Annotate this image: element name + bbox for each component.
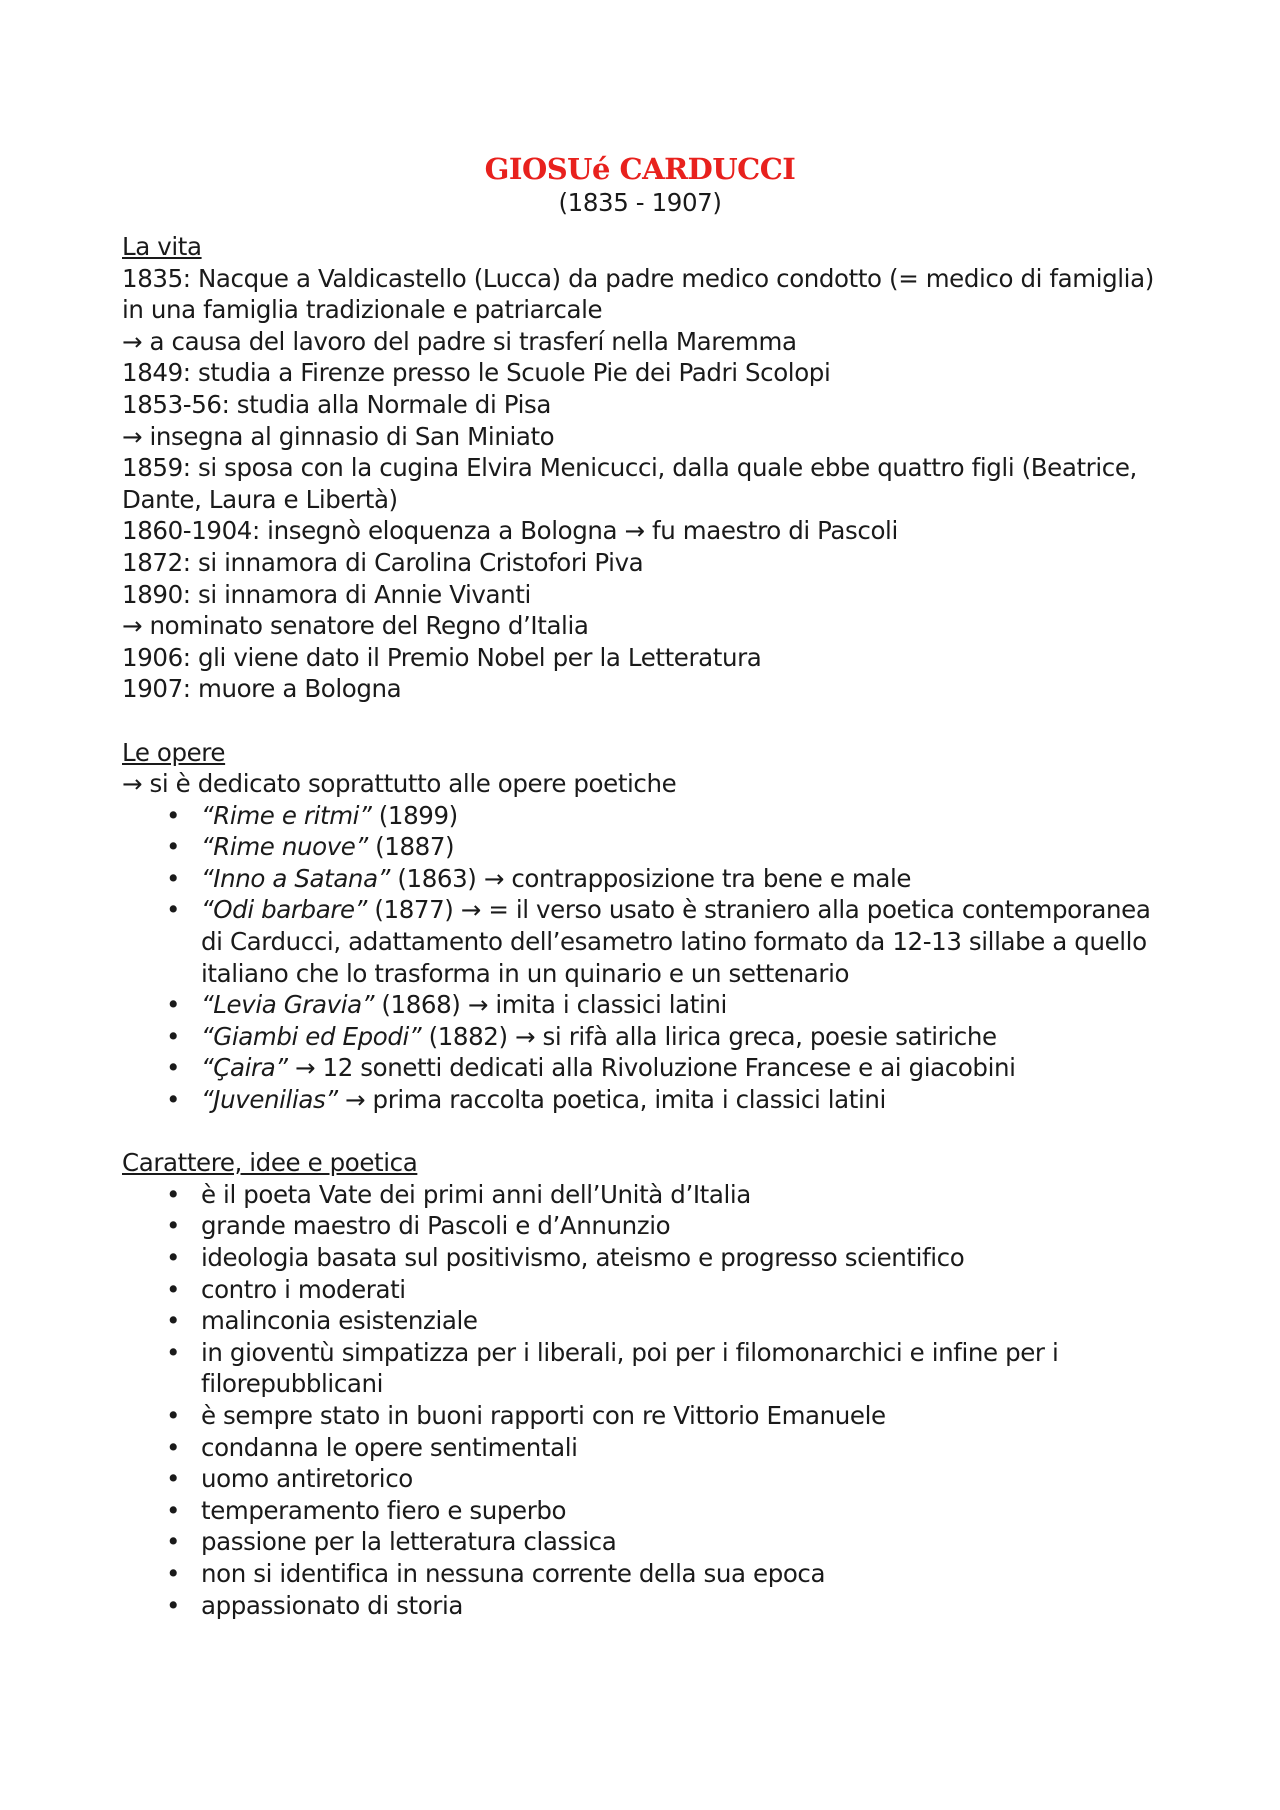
work-title: “Juvenilias”: [201, 1085, 338, 1115]
list-item: [122, 1084, 1172, 1116]
spacer: [122, 705, 1172, 737]
bullet-icon: •: [166, 895, 181, 925]
bullet-icon: •: [166, 1432, 181, 1462]
bullet-icon: •: [166, 1211, 181, 1241]
vita-line: 1853-56: studia alla Normale di Pisa: [122, 389, 551, 419]
bullet-icon: •: [166, 1495, 181, 1525]
vita-line: 1906: gli viene dato il Premio Nobel per la Letteratura: [122, 642, 762, 672]
vita-line: → nominato senatore del Regno d’Italia: [122, 611, 589, 641]
bullet-icon: •: [166, 1243, 181, 1272]
work-details: → 12 sonetti dedicati alla Rivoluzione Francese e ai giacobini: [287, 1053, 1016, 1083]
spacer: [122, 1116, 1172, 1148]
list-item-text: è il poeta Vate dei primi anni dell’Unità d’Italia: [201, 1179, 751, 1209]
bullet-icon: •: [166, 863, 181, 893]
work-details: (1882) → si rifà alla lirica greca, poesie satiriche: [421, 1021, 997, 1051]
section-heading-vita: La vita: [122, 232, 202, 261]
vita-line: 1890: si innamora di Annie Vivanti: [122, 579, 531, 609]
bullet-icon: •: [166, 800, 181, 830]
list-item: [122, 1274, 1172, 1306]
vita-line: 1907: muore a Bologna: [122, 674, 402, 704]
document-page: [122, 152, 1172, 1621]
list-item-text: temperamento fiero e superbo: [201, 1495, 567, 1525]
list-item: [122, 800, 1172, 832]
work-details: (1868) → imita i classici latini: [374, 990, 727, 1020]
list-item-text: grande maestro di Pascoli e d’Annunzio: [201, 1211, 671, 1241]
bullet-icon: •: [166, 832, 181, 862]
list-item: [122, 989, 1172, 1021]
list-item: [122, 1242, 1172, 1274]
list-item: [122, 831, 1172, 863]
vita-line: → insegna al ginnasio di San Miniato: [122, 421, 555, 451]
bullet-icon: •: [166, 1464, 181, 1494]
list-item: [122, 1432, 1172, 1464]
list-item: [122, 1179, 1172, 1211]
bullet-icon: •: [166, 1274, 181, 1304]
list-item-text: uomo antiretorico: [201, 1464, 413, 1494]
opere-intro: → si è dedicato soprattutto alle opere poetiche: [122, 769, 677, 799]
list-item: [122, 1526, 1172, 1558]
vita-line: 1872: si innamora di Carolina Cristofori Piva: [122, 547, 644, 577]
page-title: GIOSUé CARDUCCI: [484, 152, 796, 186]
vita-line: 1860-1904: insegnò eloquenza a Bologna → fu maestro di Pascoli: [122, 516, 898, 546]
list-item: [122, 1495, 1172, 1527]
work-details: (1877) → = il verso usato è straniero alla poetica contemporanea di Carducci, adattamento dell’esametro latino formato da 12-13 sillabe a quello italiano che lo trasforma in un quinario e un settenario: [201, 895, 1151, 988]
work-title: “Odi barbare”: [201, 895, 367, 925]
work-title: “Çaira”: [201, 1053, 288, 1083]
bullet-icon: •: [166, 1053, 181, 1083]
list-item: [122, 1337, 1172, 1400]
bullet-icon: •: [166, 1337, 181, 1367]
bullet-icon: •: [166, 1400, 181, 1430]
section-heading-carattere: Carattere, idee e poetica: [122, 1148, 418, 1178]
work-details: (1887): [367, 832, 455, 862]
list-item-text: contro i moderati: [201, 1274, 406, 1304]
work-details: → prima raccolta poetica, imita i classici latini: [337, 1085, 886, 1115]
list-item: [122, 1052, 1172, 1084]
vita-line: 1835: Nacque a Valdicastello (Lucca) da padre medico condotto (= medico di famiglia) in una famiglia tradizionale e patriarcale: [122, 263, 1154, 325]
work-details: (1863) → contrapposizione tra bene e male: [389, 863, 912, 893]
list-item: [122, 1463, 1172, 1495]
bullet-icon: •: [166, 1179, 181, 1209]
life-dates: (1835 - 1907): [558, 188, 722, 217]
bullet-icon: •: [166, 1306, 181, 1336]
section-heading-opere: Le opere: [122, 737, 226, 767]
list-item: [122, 1210, 1172, 1242]
work-title: “Inno a Satana”: [201, 863, 390, 893]
vita-line: 1859: si sposa con la cugina Elvira Menicucci, dalla quale ebbe quattro figli (Beatrice, Dante, Laura e Libertà): [122, 453, 1137, 514]
list-item-text: in gioventù simpatizza per i liberali, poi per i filomonarchici e infine per i filorepubblicani: [201, 1337, 1059, 1399]
list-item-text: ideologia basata sul positivismo, ateismo e progresso scientifico: [201, 1243, 965, 1272]
bullet-icon: •: [166, 1021, 181, 1051]
list-item-text: non si identifica in nessuna corrente della sua epoca: [201, 1558, 826, 1588]
bullet-icon: •: [166, 1558, 181, 1588]
list-item: [122, 1021, 1172, 1053]
list-item: [122, 1590, 1172, 1622]
bullet-icon: •: [166, 1085, 181, 1115]
carattere-list: [122, 1179, 1172, 1621]
list-item: [122, 1400, 1172, 1432]
list-item-text: appassionato di storia: [201, 1590, 463, 1620]
list-item-text: passione per la letteratura classica: [201, 1527, 617, 1557]
list-item: [122, 1305, 1172, 1337]
bullet-icon: •: [166, 990, 181, 1020]
opere-list: [122, 800, 1172, 1116]
list-item-text: è sempre stato in buoni rapporti con re Vittorio Emanuele: [201, 1400, 886, 1430]
work-details: (1899): [371, 800, 458, 830]
vita-line: 1849: studia a Firenze presso le Scuole Pie dei Padri Scolopi: [122, 358, 831, 388]
list-item: [122, 863, 1172, 895]
list-item-text: malinconia esistenziale: [201, 1306, 478, 1336]
list-item: [122, 894, 1172, 989]
list-item: [122, 1558, 1172, 1590]
bullet-icon: •: [166, 1590, 181, 1620]
work-title: “Levia Gravia”: [201, 990, 375, 1020]
work-title: “Rime nuove”: [201, 832, 368, 862]
bullet-icon: •: [166, 1527, 181, 1557]
work-title: “Rime e ritmi”: [201, 800, 372, 830]
work-title: “Giambi ed Epodi”: [201, 1021, 422, 1051]
vita-list: [122, 263, 1172, 705]
list-item-text: condanna le opere sentimentali: [201, 1432, 578, 1462]
vita-line: → a causa del lavoro del padre si trasferí nella Maremma: [122, 326, 797, 356]
